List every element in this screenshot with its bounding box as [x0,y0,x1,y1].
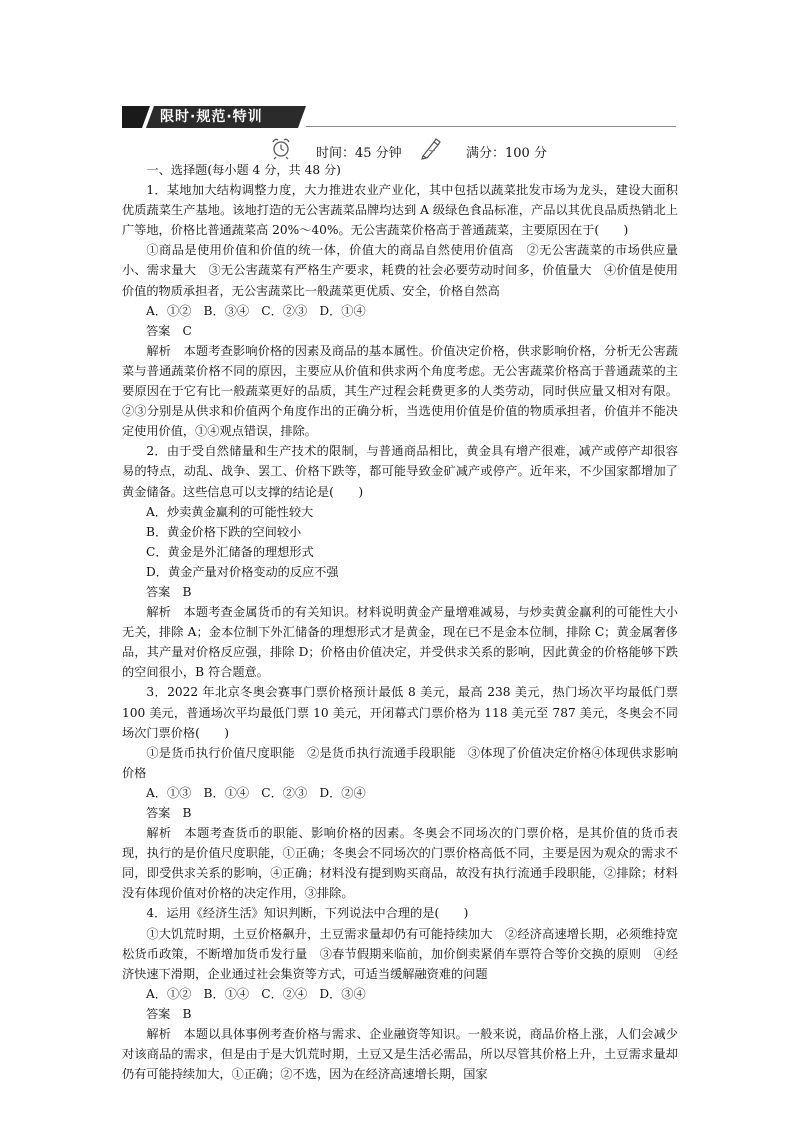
question-content [122,160,678,1084]
q4-stem: 4．运用《经济生活》知识判断，下列说法中合理的是( ) [146,906,469,921]
q3-statements: ①是货币执行价值尺度职能 ②是货币执行流通手段职能 ③体现了价值决定价格④体现供求影响价格 [122,745,678,780]
q4-answer: 答案 B [146,1006,192,1021]
q2-analysis: 解析 本题考查金属货币的有关知识。材料说明黄金产量增难减易，与炒卖黄金赢利的可能性大小无关，排除 A；金本位制下外汇储备的理想形式才是黄金，现在已不是金本位制，排除 C；黄金属奢侈品，其产量对价格反应强，排除 D；价格由价值决定，并受供求关系的影响，因此黄金的价格能够下跌的空间很小，B 符合题意。 [122,605,678,680]
q2-option-c: C．黄金是外汇储备的理想形式 [146,544,314,559]
header-rule [306,126,676,127]
q1-analysis: 解析 本题考查影响价格的因素及商品的基本属性。价值决定价格，供求影响价格，分析无公害蔬菜与普通蔬菜价格不同的原因，主要应从价值和供求两个角度考虑。无公害蔬菜价格高于普通蔬菜的主要原因在于它有比一般蔬菜更好的品质，其生产过程会耗费更多的人类劳动，同时供应量又相对有限。②③分别是从供求和价值两个角度作出的正确分析，当选使用价值是价值的物质承担者，价值并不能决定使用价值，①④观点错误，排除。 [122,343,678,439]
writing-hand-icon [420,136,444,160]
q3-stem: 3．2022 年北京冬奥会赛事门票价格预计最低 8 美元，最高 238 美元，热门场次平均最低门票 100 美元，普通场次平均最低门票 10 美元，开闭幕式门票价格为 118 美元至 787 美元，冬奥会不同场次门票价格( ) [122,685,678,740]
q4-options: A．①② B．①④ C．②④ D．③④ [146,986,366,1001]
time-limit: 时间：45 分钟 [316,146,402,161]
alarm-clock-icon [270,136,292,160]
q1-options: A．①② B．③④ C．②③ D．①④ [146,303,366,318]
q3-options: A．①③ B．①④ C．②③ D．②④ [146,785,366,800]
q3-analysis: 解析 本题考查货币的职能、影响价格的因素。冬奥会不同场次的门票价格，是其价值的货币表现，执行的是价值尺度职能，①正确；冬奥会不同场次的门票价格高低不同，主要是因为观众的需求不同，即受供求关系的影响，④正确；材料没有提到购买商品，故没有执行流通手段职能，②排除；材料没有体现价值对价格的决定作用，③排除。 [122,826,678,901]
full-score: 满分：100 分 [466,146,547,161]
q4-statements: ①大饥荒时期，土豆价格飙升，土豆需求量却仍有可能持续加大 ②经济高速增长期，必须维持宽松货币政策，不断增加货币发行量 ③春节假期来临前，加价倒卖紧俏车票符合等价交换的原则 ④经济快速下滑期，企业通过社会集资等方式，可适当缓解融资难的问题 [122,926,678,981]
section-title: 一、选择题(每小题 4 分，共 48 分) [146,163,341,177]
q2-option-a: A．炒卖黄金赢利的可能性较大 [146,504,314,519]
q3-answer: 答案 B [146,806,192,820]
q1-stem: 1．某地加大结构调整力度，大力推进农业产业化，其中包括以蔬菜批发市场为龙头，建设大面积优质蔬菜生产基地。该地打造的无公害蔬菜品牌均达到 A 级绿色食品标准，产品以其优良品质热销北上广等地，价格比普通蔬菜高 20%～40%。无公害蔬菜价格高于普通蔬菜，主要原因在于( ) [122,183,678,238]
q2-option-b: B．黄金价格下跌的空间较小 [146,524,302,539]
q2-answer: 答案 B [146,584,192,599]
exam-info-line [270,142,570,162]
q4-analysis: 解析 本题以具体事例考查价格与需求、企业融资等知识。一般来说，商品价格上涨，人们会减少对该商品的需求，但是由于是大饥荒时期，土豆又是生活必需品，所以尽管其价格上升，土豆需求量却仍有可能持续加大，①正确；②不选，因为在经济高速增长期，国家 [122,1027,678,1082]
q1-statements: ①商品是使用价值和价值的统一体，价值大的商品自然使用价值高 ②无公害蔬菜的市场供应量小、需求量大 ③无公害蔬菜有严格生产要求，耗费的社会必要劳动时间多，价值量大 ④价值是使用价值的物质承担者，无公害蔬菜比一般蔬菜更优质、安全，价格自然高 [122,243,678,298]
banner-title: 限时·规范·特训 [160,109,263,125]
q2-stem: 2．由于受自然储量和生产技术的限制，与普通商品相比，黄金具有增产很难，减产或停产却很容易的特点，动乱、战争、罢工、价格下跌等，都可能导致金矿减产或停产。近年来，不少国家都增加了黄金储备。这些信息可以支撑的结论是( ) [122,444,678,499]
q1-answer: 答案 C [146,323,192,338]
q2-option-d: D．黄金产量对价格变动的反应不强 [146,564,339,579]
